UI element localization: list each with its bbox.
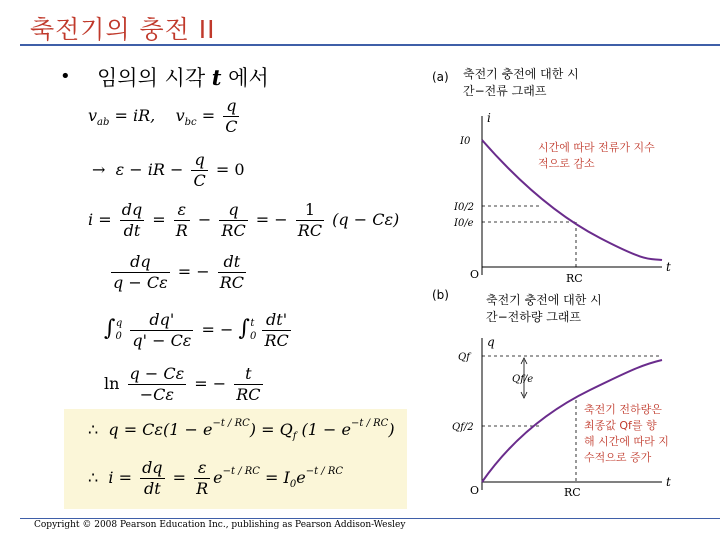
graph-b-note-line4: 수적으로 증가 xyxy=(584,451,652,464)
bullet-marker: • xyxy=(60,66,71,87)
graph-a-x-label: t xyxy=(666,260,671,274)
graph-b-origin: O xyxy=(470,484,480,497)
equation-separation: $\frac{dq}{q - C\varepsilon}$ = − $\frac{dt}{RC}$ xyxy=(113,252,245,292)
graph-b-note-line1: 축전기 전하량은 xyxy=(584,403,662,416)
bullet-text-prefix: 임의의 시각 xyxy=(97,66,212,90)
graph-b-tick-e: Qf/e xyxy=(512,374,534,385)
bullet-var: t xyxy=(211,65,222,90)
graph-b-label: (b) xyxy=(432,288,449,302)
bottom-divider xyxy=(20,518,720,519)
graph-a-tick-i0: I0 xyxy=(460,136,471,147)
equation-current: i = $\frac{dq}{dt}$ = $\frac{\varepsilon}{R}$ − $\frac{q}{RC}$ = − $\frac{1}{RC}$ (q − Cε) xyxy=(88,200,400,240)
graph-b-tick-half: Qf/2 xyxy=(452,422,474,433)
graph-a-caption xyxy=(463,66,579,100)
graph-a-y-label: i xyxy=(487,111,491,125)
graph-a-caption-line1: 축전기 충전에 대한 시 xyxy=(463,67,579,81)
graph-b-tick-qf: Qf xyxy=(458,352,470,363)
graph-b-caption-line2: 간−전하량 그래프 xyxy=(486,310,582,324)
equation-vab-vbc: $v_{ab}$ = iR, $v_{bc}$ = $\frac{q}{C}$ xyxy=(88,96,238,136)
equation-log: ln $\frac{q - C\varepsilon}{-C\varepsilon}$ = − $\frac{t}{RC}$ xyxy=(104,364,261,404)
graph-a-note-line1: 시간에 따라 전류가 지수 xyxy=(538,141,655,154)
graph-a-note-line2: 적으로 감소 xyxy=(538,157,595,170)
graph-a-note xyxy=(538,140,655,172)
graph-b-x-label: t xyxy=(666,475,671,489)
bullet-text xyxy=(97,62,269,92)
graph-a-tick-e: I0/e xyxy=(454,218,474,229)
copyright-text: Copyright © 2008 Pearson Education Inc., publishing as Pearson Addison-Wesley xyxy=(34,520,406,530)
graph-b-caption xyxy=(486,292,602,326)
bullet-text-suffix: 에서 xyxy=(221,66,269,90)
equation-current-result: ∴ i = $\frac{dq}{dt}$ = $\frac{\varepsilon}{R}$ $e^{-t / RC} = I_0e^{-t / RC}$ xyxy=(88,458,344,498)
graph-a-caption-line2: 간−전류 그래프 xyxy=(463,84,547,98)
equation-loop: → ε − iR − $\frac{q}{C}$ = 0 xyxy=(92,150,245,190)
graph-a-origin: O xyxy=(470,268,480,281)
equation-integral: $\int_0^q$ $\frac{dq'}{q' - C\varepsilon}$ = − $\int_0^t$ $\frac{dt'}{RC}$ xyxy=(104,310,289,350)
graph-b-note xyxy=(584,402,669,466)
graph-b-note-line2: 최종값 Qf를 향 xyxy=(584,419,657,432)
graph-a-plot xyxy=(440,110,680,290)
graph-a-tick-half: I0/2 xyxy=(454,202,475,213)
title-divider xyxy=(20,44,720,46)
slide-title: 축전기의 충전 II xyxy=(30,15,216,44)
graph-b-y-label: q xyxy=(487,335,495,349)
graph-b-note-line3: 해 시간에 따라 지 xyxy=(584,435,669,448)
graph-a-label: (a) xyxy=(432,70,449,84)
equation-charge-result: ∴ $q = C\varepsilon(1 - e^{-t / RC}) = Q_f$ $(1 - e^{-t / RC})$ xyxy=(88,418,395,442)
graph-b-caption-line1: 축전기 충전에 대한 시 xyxy=(486,293,602,307)
graph-a-tick-rc: RC xyxy=(566,272,583,285)
graph-b-tick-rc: RC xyxy=(564,486,581,499)
